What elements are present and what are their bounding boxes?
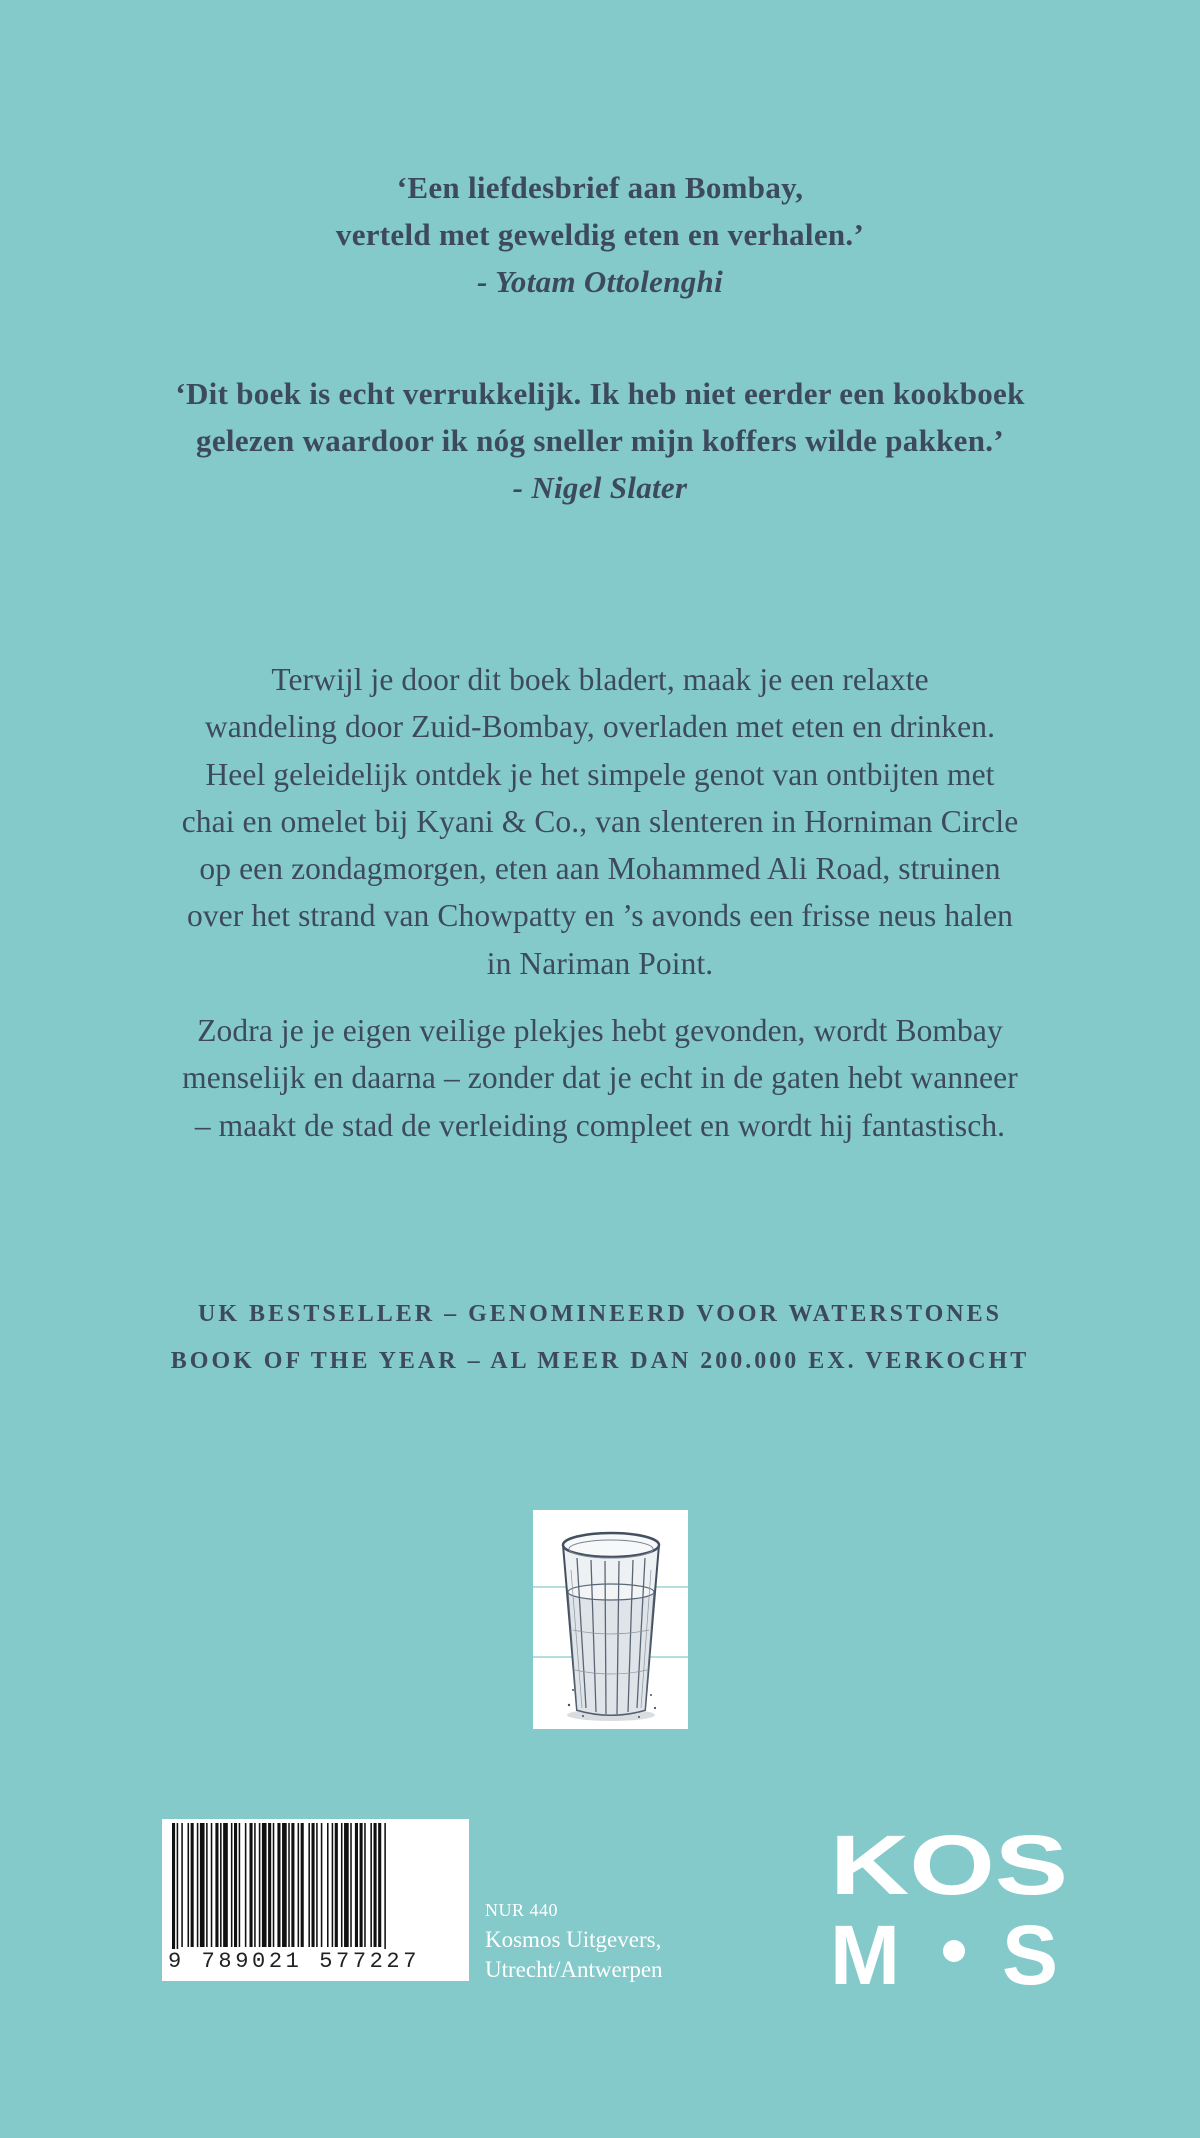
barcode-bar xyxy=(321,1823,323,1947)
description-line: – maakt de stad de verleiding compleet en wordt hij fantastisch. xyxy=(194,1107,1006,1143)
description-line: in Nariman Point. xyxy=(486,945,714,981)
description-line: Heel geleidelijk ontdek je het simpele genot van ontbijten met xyxy=(205,756,995,792)
description-line: over het strand van Chowpatty en ’s avonds een frisse neus halen xyxy=(186,898,1014,934)
barcode-bar xyxy=(344,1823,349,1947)
barcode-bar xyxy=(250,1823,253,1947)
description-line: chai en omelet bij Kyani & Co., van slenteren in Horniman Circle xyxy=(181,803,1019,839)
nur-code: NUR 440 xyxy=(485,1900,559,1920)
barcode-bar xyxy=(220,1823,222,1947)
barcode-bar xyxy=(327,1823,329,1947)
tagline-line: BOOK OF THE YEAR – AL MEER DAN 200.000 EX. VERKOCHT xyxy=(170,1348,1030,1374)
chai-glass-illustration xyxy=(533,1510,688,1729)
quote-line: ‘Dit boek is echt verrukkelijk. Ik heb niet eerder een kookboek xyxy=(175,376,1025,411)
description-paragraph-1 xyxy=(130,656,1070,987)
kosmos-logo xyxy=(830,1828,1070,1988)
barcode-bar xyxy=(262,1823,267,1947)
quote-line: ‘Een liefdesbrief aan Bombay, xyxy=(396,170,804,205)
barcode-bar xyxy=(234,1823,237,1947)
publisher-info xyxy=(485,1895,663,1985)
isbn-number: 9 789021 577227 xyxy=(168,1949,463,1975)
barcode-bar xyxy=(312,1823,315,1947)
barcode-bar xyxy=(215,1823,218,1947)
logo-letter-m: M xyxy=(830,1908,900,1988)
barcode-bar xyxy=(335,1823,338,1947)
glass-icon xyxy=(533,1510,688,1729)
barcode-bar xyxy=(200,1823,205,1947)
barcode-bar xyxy=(316,1823,318,1947)
barcode-bar xyxy=(197,1823,199,1947)
barcode-bar xyxy=(231,1823,233,1947)
barcode-bar xyxy=(254,1823,256,1947)
barcode-bar xyxy=(277,1823,280,1947)
logo-letter-s: S xyxy=(1002,1908,1059,1988)
barcode-bar xyxy=(360,1823,363,1947)
description-paragraph-2 xyxy=(130,1007,1070,1149)
publisher-location: Utrecht/Antwerpen xyxy=(485,1957,663,1982)
logo-dot xyxy=(943,1940,965,1962)
barcode-bar xyxy=(308,1823,310,1947)
tagline-line: UK BESTSELLER – GENOMINEERD VOOR WATERSTONES xyxy=(198,1301,1002,1327)
barcode-bar xyxy=(259,1823,261,1947)
barcode-bar xyxy=(370,1823,372,1947)
barcode-bar xyxy=(291,1823,294,1947)
barcode-bar xyxy=(188,1823,190,1947)
barcode-bar xyxy=(206,1823,208,1947)
barcode-bar xyxy=(181,1823,183,1947)
barcode-bar xyxy=(378,1823,381,1947)
barcode-bar xyxy=(374,1823,377,1947)
description-line: Terwijl je door dit boek bladert, maak je een relaxte xyxy=(271,662,929,697)
isbn-barcode xyxy=(162,1819,469,1981)
kosmos-logo-mark xyxy=(830,1828,1070,1988)
publisher-name: Kosmos Uitgevers, xyxy=(485,1927,662,1952)
barcode-bar xyxy=(301,1823,304,1947)
barcode-bar xyxy=(298,1823,300,1947)
barcode-bar xyxy=(355,1823,358,1947)
barcode-bar xyxy=(191,1823,194,1947)
barcode-bar xyxy=(288,1823,290,1947)
quote-ottolenghi xyxy=(100,164,1100,305)
quote-line: verteld met geweldig eten en verhalen.’ xyxy=(335,217,865,252)
barcode-bar xyxy=(245,1823,247,1947)
barcode-bar xyxy=(350,1823,352,1947)
description-line: op een zondagmorgen, eten aan Mohammed Ali Road, struinen xyxy=(199,851,1001,887)
barcode-bar xyxy=(223,1823,228,1947)
barcode-bar xyxy=(332,1823,334,1947)
barcode-bar xyxy=(239,1823,241,1947)
barcode-bar xyxy=(268,1823,271,1947)
bestseller-tagline xyxy=(100,1291,1100,1385)
quote-line: gelezen waardoor ik nóg sneller mijn koffers wilde pakken.’ xyxy=(196,423,1004,458)
barcode-bar xyxy=(211,1823,213,1947)
barcode-bar xyxy=(282,1823,287,1947)
barcode-bar xyxy=(341,1823,343,1947)
logo-top-letters: KOS xyxy=(830,1828,1068,1912)
barcode-bar xyxy=(273,1823,275,1947)
description-line: wandeling door Zuid-Bombay, overladen met eten en drinken. xyxy=(204,709,996,745)
quote-author: - Yotam Ottolenghi xyxy=(477,264,723,299)
barcode-bar xyxy=(364,1823,366,1947)
quote-author: - Nigel Slater xyxy=(512,470,688,505)
description-line: Zodra je je eigen veilige plekjes hebt gevonden, wordt Bombay xyxy=(197,1013,1003,1048)
quote-slater xyxy=(100,370,1100,511)
description-line: menselijk en daarna – zonder dat je echt in de gaten hebt wanneer xyxy=(182,1060,1018,1096)
